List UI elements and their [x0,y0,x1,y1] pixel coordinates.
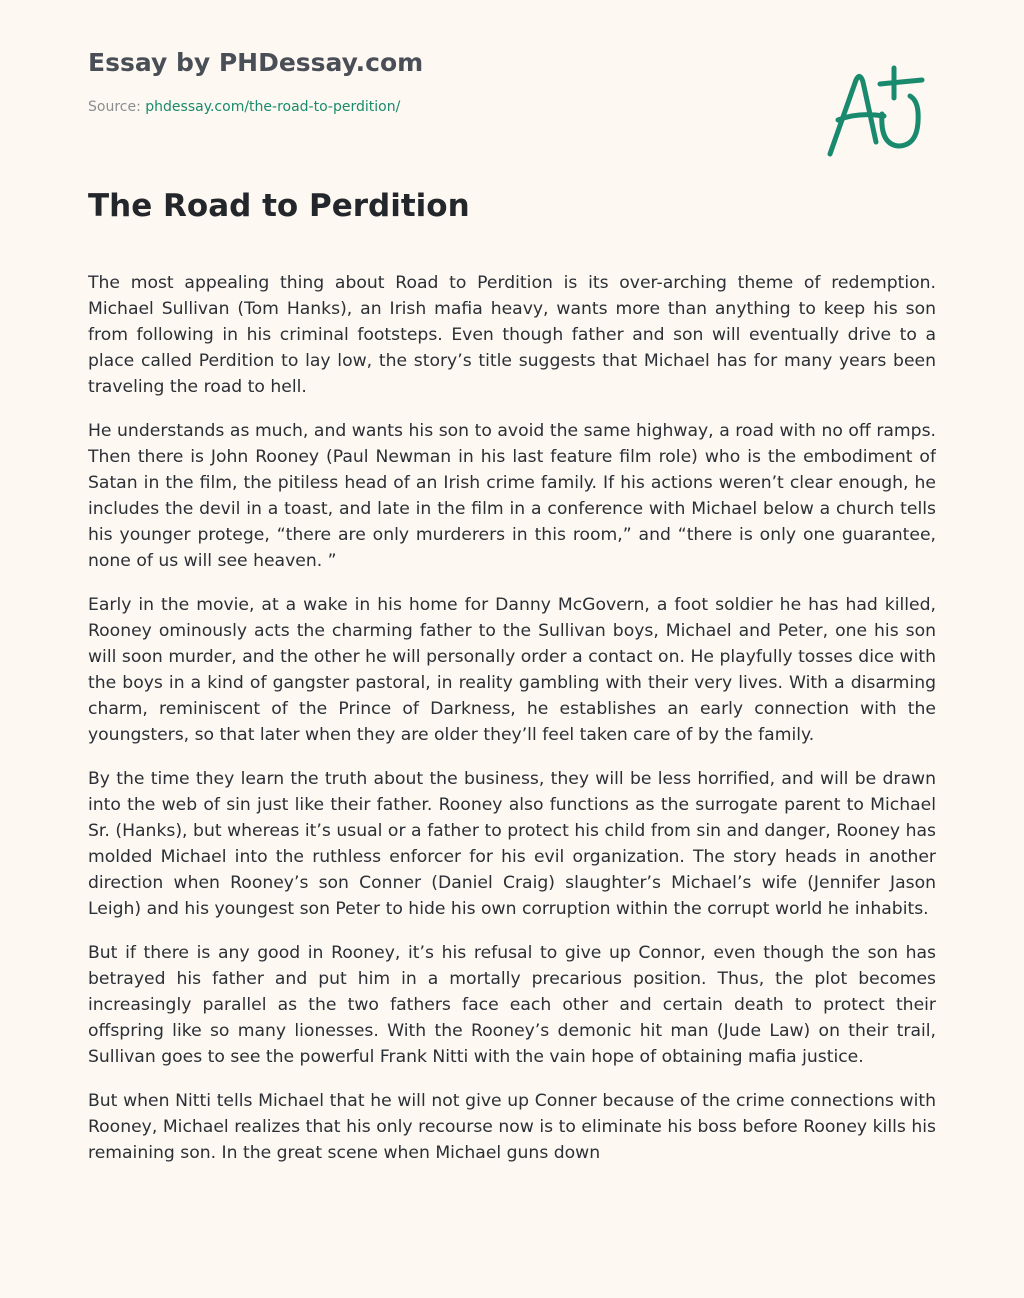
essay-body [88,270,936,1298]
source-line [88,99,423,115]
header [88,48,423,115]
essay-paragraph: The most appealing thing about Road to Perdition is its over-arching theme of redemption. Michael Sullivan (Tom Hanks), an Irish mafia heavy, wants more than anything to keep his son from following in his criminal footsteps. Even though father and son will eventually drive to a place called Perdition to lay low, the story’s title suggests that Michael has for many years been traveling the road to hell. [88,273,936,397]
essay-paragraph: He understands as much, and wants his son to avoid the same highway, a road with no off ramps. Then there is John Rooney (Paul Newman in his last feature film role) who is the embodiment of Satan in the film, the pitiless head of an Irish crime family. If his actions weren’t clear enough, he includes the devil in a toast, and late in the film in a conference with Michael below a church tells his younger protege, “there are only murderers in this room,” and “there is only one guarantee, none of us will see heaven. ” [88,421,936,571]
essay-paragraph: But if there is any good in Rooney, it’s his refusal to give up Connor, even though the son has betrayed his father and put him in a mortally precarious position. Thus, the plot becomes increasingly parallel as the two fathers face each other and certain death to protect their offspring like so many lionesses. With the Rooney’s demonic hit man (Jude Law) on their trail, Sullivan goes to see the powerful Frank Nitti with the vain hope of obtaining mafia justice. [88,943,936,1067]
essay-paragraph: But when Nitti tells Michael that he will not give up Conner because of the crime connections with Rooney, Michael realizes that his only recourse now is to eliminate his boss before Rooney kills his remaining son. In the great scene when Michael guns down [88,1091,936,1163]
source-label: Source: [88,99,146,115]
a-plus-logo-icon [818,62,930,162]
source-link[interactable]: phdessay.com/the-road-to-perdition/ [145,99,401,115]
essay-paragraph: By the time they learn the truth about the business, they will be less horrified, and will be drawn into the web of sin just like their father. Rooney also functions as the surrogate parent to Michael Sr. (Hanks), but whereas it’s usual or a father to protect his child from sin and danger, Rooney has molded Michael into the ruthless enforcer for his evil organization. The story heads in another direction when Rooney’s son Conner (Daniel Craig) slaughter’s Michael’s wife (Jennifer Jason Leigh) and his youngest son Peter to hide his own corruption within the corrupt world he inhabits. [88,769,936,919]
essay-paragraph: Early in the movie, at a wake in his home for Danny McGovern, a foot soldier he has had killed, Rooney ominously acts the charming father to the Sullivan boys, Michael and Peter, one his son will soon murder, and the other he will personally order a contact on. He playfully tosses dice with the boys in a kind of gangster pastoral, in reality gambling with their very lives. With a disarming charm, reminiscent of the Prince of Darkness, he establishes an early connection with the youngsters, so that later when they are older they’ll feel taken care of by the family. [88,595,936,745]
essay-title: The Road to Perdition [88,188,470,224]
site-brand: Essay by PHDessay.com [88,48,424,77]
